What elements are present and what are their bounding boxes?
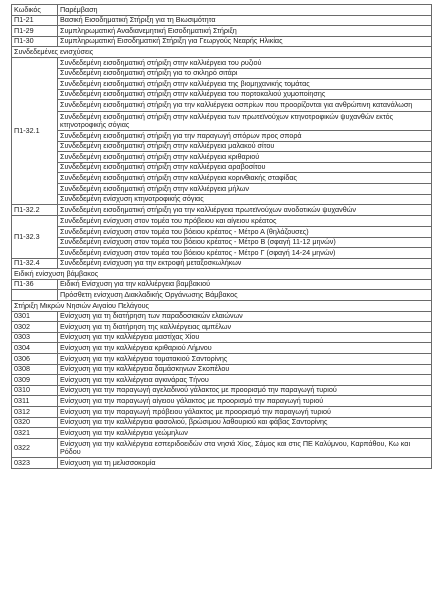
table-row bbox=[12, 258, 432, 269]
table-row bbox=[12, 15, 432, 26]
row-code: 0301 bbox=[12, 311, 58, 322]
row-description: Ενίσχυση για την καλλιέργεια αγκινάρας Τήνου bbox=[58, 375, 432, 386]
row-description: Συνδεδεμένη εισοδηματική στήριξη για την καλλιέργεια πρωτεϊνούχων ανοδοτικών ψυχανθών bbox=[58, 205, 432, 216]
row-description: Ενίσχυση για την καλλιέργεια τοματακιού Σαντορίνης bbox=[58, 354, 432, 365]
section-heading: Ειδική ενίσχυση βάμβακος bbox=[12, 269, 432, 280]
table-row bbox=[12, 354, 432, 365]
row-code: 0311 bbox=[12, 396, 58, 407]
interventions-table bbox=[11, 4, 432, 469]
row-description: Συμπληρωματική Αναδιανεμητική Εισοδηματική Στήριξη bbox=[58, 26, 432, 37]
section-heading-row bbox=[12, 269, 432, 280]
section-heading-row bbox=[12, 47, 432, 58]
row-description: Πρόσθετη ενίσχυση Διακλαδικής Οργάνωσης Βάμβακος bbox=[58, 290, 432, 301]
row-description: Ειδική Ενίσχυση για την καλλιέργεια βαμβακιού bbox=[58, 279, 432, 290]
row-description: Συνδεδεμένη ενίσχυση στον τομέα του πρόβειου και αίγειου κρέατος bbox=[58, 216, 432, 227]
row-code: Π1-29 bbox=[12, 26, 58, 37]
row-description: Ενίσχυση για την καλλιέργεια κριθαριού Λήμνου bbox=[58, 343, 432, 354]
row-code: 0321 bbox=[12, 428, 58, 439]
table-row bbox=[12, 68, 432, 79]
row-code: 0304 bbox=[12, 343, 58, 354]
table-row bbox=[12, 36, 432, 47]
row-description: Ενίσχυση για την καλλιέργεια μαστίχας Χίου bbox=[58, 332, 432, 343]
table-row bbox=[12, 279, 432, 290]
row-description: Συνδεδεμένη ενίσχυση κτηνοτροφικής σόγιας bbox=[58, 194, 432, 205]
row-description: Συνδεδεμένη εισοδηματική στήριξη στην καλλιέργεια μήλων bbox=[58, 183, 432, 194]
row-code: Π1-21 bbox=[12, 15, 58, 26]
table-row bbox=[12, 111, 432, 130]
row-description: Συνδεδεμένη εισοδηματική στήριξη για την καλλιέργεια οσπρίων που προορίζονται για ανθρώπινη κατανάλωση bbox=[58, 100, 432, 111]
group-code: Π1-36 bbox=[12, 279, 58, 290]
table-row bbox=[12, 385, 432, 396]
row-description: Συνδεδεμένη ενίσχυση στον τομέα του βόειου κρέατος - Μέτρο Α (θηλάζουσες) bbox=[58, 226, 432, 237]
table-row bbox=[12, 407, 432, 418]
row-description: Συνδεδεμένη εισοδηματική στήριξη για την παραγωγή σπόρων προς σπορά bbox=[58, 130, 432, 141]
table-row bbox=[12, 438, 432, 457]
row-description: Ενίσχυση για την καλλιέργεια φασολιού, βρώσιμου λαθουριού και φάβας Σαντορίνης bbox=[58, 417, 432, 428]
table-row bbox=[12, 57, 432, 68]
table-header-row bbox=[12, 5, 432, 16]
row-description: Ενίσχυση για την καλλιέργεια γεώμηλων bbox=[58, 428, 432, 439]
row-code: Π1-30 bbox=[12, 36, 58, 47]
table-row bbox=[12, 141, 432, 152]
table-row bbox=[12, 152, 432, 163]
table-row bbox=[12, 89, 432, 100]
table-row bbox=[12, 183, 432, 194]
row-code: 0302 bbox=[12, 322, 58, 333]
row-code: 0303 bbox=[12, 332, 58, 343]
header-code: Κωδικός bbox=[12, 5, 58, 16]
row-code: 0310 bbox=[12, 385, 58, 396]
row-description: Συνδεδεμένη εισοδηματική στήριξη στην καλλιέργεια του πορτοκαλιού χυμοποίησης bbox=[58, 89, 432, 100]
section-heading-row bbox=[12, 301, 432, 312]
row-description: Συνδεδεμένη ενίσχυση στον τομέα του βόειου κρέατος - Μέτρο Β (σφαγή 11-12 μηνών) bbox=[58, 237, 432, 248]
row-description: Ενίσχυση για την παραγωγή πρόβειου γάλακτος με προορισμό την παραγωγή τυριού bbox=[58, 407, 432, 418]
table-row bbox=[12, 290, 432, 301]
group-code: Π1-32.2 bbox=[12, 205, 58, 216]
row-code: 0322 bbox=[12, 438, 58, 457]
table-row bbox=[12, 194, 432, 205]
table-row bbox=[12, 332, 432, 343]
interventions-document bbox=[11, 4, 431, 469]
table-row bbox=[12, 130, 432, 141]
table-row bbox=[12, 173, 432, 184]
row-code: 0306 bbox=[12, 354, 58, 365]
row-description: Ενίσχυση για τη μελισσοκομία bbox=[58, 458, 432, 469]
table-row bbox=[12, 100, 432, 111]
row-description: Συνδεδεμένη εισοδηματική στήριξη στην καλλιέργεια κορινθιακής σταφίδας bbox=[58, 173, 432, 184]
table-row bbox=[12, 79, 432, 90]
row-code: 0323 bbox=[12, 458, 58, 469]
table-row bbox=[12, 417, 432, 428]
table-row bbox=[12, 458, 432, 469]
table-row bbox=[12, 428, 432, 439]
row-description: Συνδεδεμένη εισοδηματική στήριξη στην καλλιέργεια των πρωτεϊνούχων κτηνοτροφικών ψυχανθών εκτός κτηνοτροφικής σόγιας bbox=[58, 111, 432, 130]
group-code: Π1-32.4 bbox=[12, 258, 58, 269]
table-row bbox=[12, 375, 432, 386]
table-row bbox=[12, 26, 432, 37]
row-description: Ενίσχυση για την παραγωγή αίγειου γάλακτος με προορισμό την παραγωγή τυριού bbox=[58, 396, 432, 407]
table-row bbox=[12, 205, 432, 216]
row-description: Ενίσχυση για τη διατήρηση της καλλιέργειας αμπέλων bbox=[58, 322, 432, 333]
group-code: Π1-32.1 bbox=[12, 57, 58, 204]
row-description: Βασική Εισοδηματική Στήριξη για τη Βιωσιμότητα bbox=[58, 15, 432, 26]
row-code: 0308 bbox=[12, 364, 58, 375]
row-description: Συμπληρωματική Εισοδηματική Στήριξη για Γεωργούς Νεαρής Ηλικίας bbox=[58, 36, 432, 47]
row-description: Ενίσχυση για την καλλιέργεια εσπεριδοειδών στα νησιά Χίος, Σάμος και στις ΠΕ Καλύμνου, Καρπάθου, Κω και Ρόδου bbox=[58, 438, 432, 457]
row-code: 0320 bbox=[12, 417, 58, 428]
table-row bbox=[12, 226, 432, 237]
table-row bbox=[12, 237, 432, 248]
row-description: Ενίσχυση για την παραγωγή αγελαδινού γάλακτος με προορισμό την παραγωγή τυριού bbox=[58, 385, 432, 396]
row-code: 0312 bbox=[12, 407, 58, 418]
table-row bbox=[12, 364, 432, 375]
row-description: Ενίσχυση για τη διατήρηση των παραδοσιακών ελαιώνων bbox=[58, 311, 432, 322]
row-description: Συνδεδεμένη εισοδηματική στήριξη για το σκληρό σιτάρι bbox=[58, 68, 432, 79]
row-description: Συνδεδεμένη εισοδηματική στήριξη στην καλλιέργεια κριθαριού bbox=[58, 152, 432, 163]
row-description: Συνδεδεμένη ενίσχυση για την εκτροφή μεταξοσκωλήκων bbox=[58, 258, 432, 269]
section-heading: Συνδεδεμένες ενισχύσεις bbox=[12, 47, 432, 58]
section-heading: Στήριξη Μικρών Νησιών Αιγαίου Πελάγους bbox=[12, 301, 432, 312]
table-row bbox=[12, 311, 432, 322]
empty-code-cell bbox=[12, 290, 58, 301]
row-description: Συνδεδεμένη εισοδηματική στήριξη στην καλλιέργεια του ρυζιού bbox=[58, 57, 432, 68]
row-description: Συνδεδεμένη εισοδηματική στήριξη στην καλλιέργεια αραβοσίτου bbox=[58, 162, 432, 173]
row-description: Συνδεδεμένη εισοδηματική στήριξη στην καλλιέργεια μαλακού σίτου bbox=[58, 141, 432, 152]
row-code: 0309 bbox=[12, 375, 58, 386]
table-row bbox=[12, 343, 432, 354]
table-row bbox=[12, 396, 432, 407]
header-description: Παρέμβαση bbox=[58, 5, 432, 16]
row-description: Συνδεδεμένη ενίσχυση στον τομέα του βόειου κρέατος - Μέτρο Γ (σφαγή 14-24 μηνών) bbox=[58, 248, 432, 259]
row-description: Συνδεδεμένη εισοδηματική στήριξη στην καλλιέργεια της βιομηχανικής τομάτας bbox=[58, 79, 432, 90]
row-description: Ενίσχυση για την καλλιέργεια δαμάσκηνων Σκοπέλου bbox=[58, 364, 432, 375]
table-row bbox=[12, 216, 432, 227]
table-row bbox=[12, 248, 432, 259]
table-row bbox=[12, 162, 432, 173]
table-row bbox=[12, 322, 432, 333]
group-code: Π1-32.3 bbox=[12, 216, 58, 258]
